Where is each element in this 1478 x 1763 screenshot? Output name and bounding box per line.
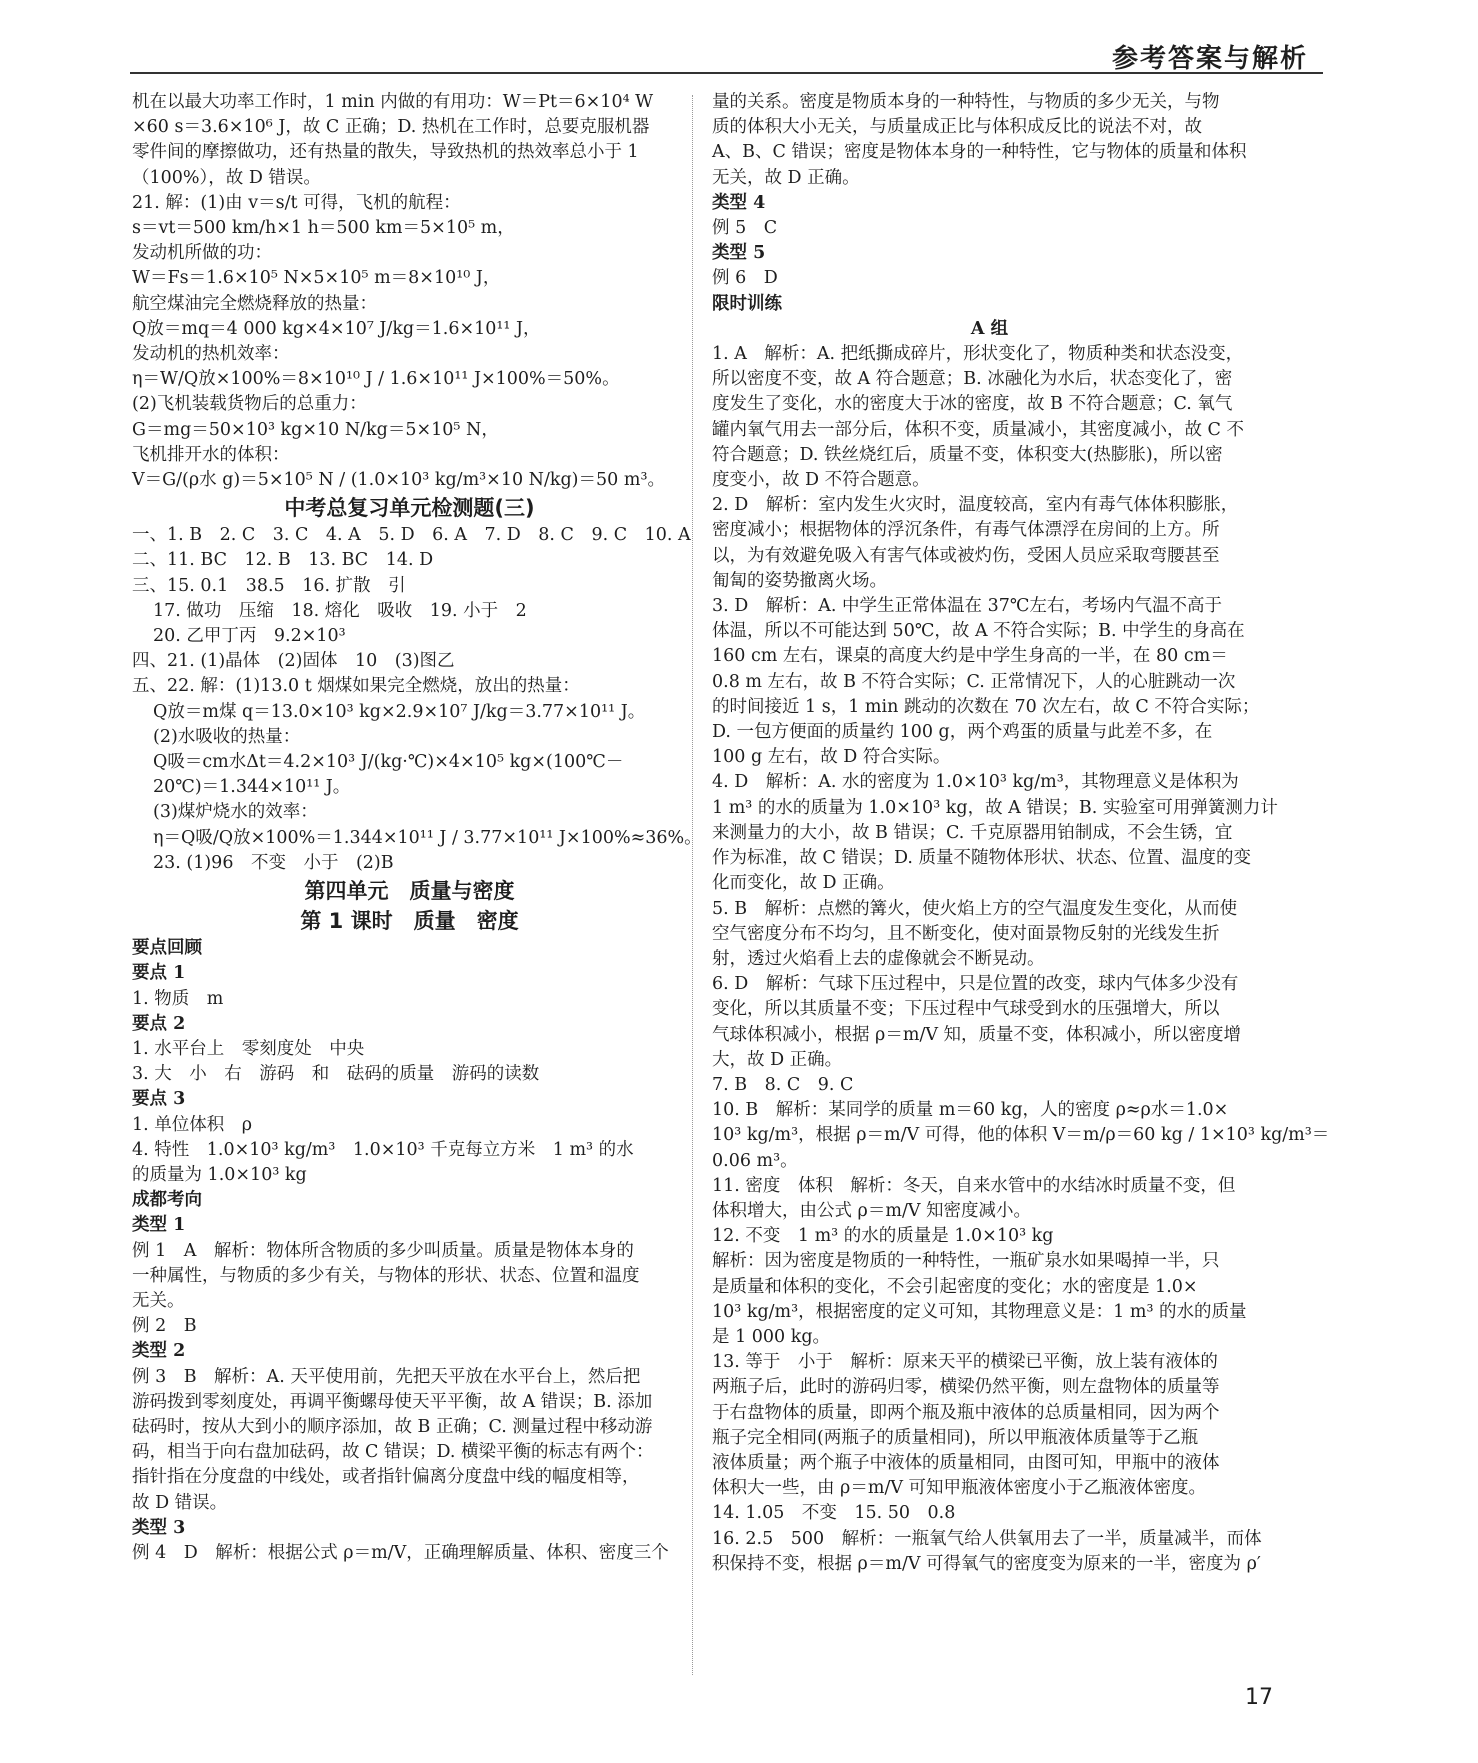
left-text-line: Q放＝m煤 q＝13.0×10³ kg×2.9×10⁷ J/kg＝3.77×10¹¹ J。	[153, 701, 646, 722]
right-text-line: 5. B 解析：点燃的篝火，使火焰上方的空气温度发生变化，从而使	[712, 898, 1238, 919]
left-text-line: 五、22. 解：(1)13.0 t 烟煤如果完全燃烧，放出的热量：	[132, 676, 580, 697]
left-text-line: η＝W/Q放×100%＝8×10¹⁰ J / 1.6×10¹¹ J×100%＝50%。	[132, 369, 620, 390]
left-text-line: 一、1. B 2. C 3. C 4. A 5. D 6. A 7. D 8. C 9. C 10. A	[132, 525, 691, 546]
right-text-line: 10. B 解析：某同学的质量 m＝60 kg，人的密度 ρ≈ρ水＝1.0×	[712, 1100, 1229, 1121]
right-text-line: 气球体积减小，根据 ρ＝m/V 知，质量不变，体积减小，所以密度增	[712, 1024, 1242, 1045]
right-text-line: 10³ kg/m³，根据密度的定义可知，其物理意义是：1 m³ 的水的质量	[712, 1301, 1247, 1322]
right-text-line: 作为标准，故 C 错误；D. 质量不随物体形状、状态、位置、温度的变	[712, 848, 1252, 869]
right-text-line: 于右盘物体的质量，即两个瓶及瓶中液体的总质量相同，因为两个	[712, 1402, 1220, 1423]
left-text-line: 第 1 课时 质量 密度	[300, 909, 519, 934]
right-text-line: 限时训练	[712, 293, 782, 314]
left-text-line: 三、15. 0.1 38.5 16. 扩散 引	[132, 575, 406, 596]
left-text-line: 20℃)＝1.344×10¹¹ J。	[153, 777, 351, 798]
right-text-line: 射，透过火焰看上去的虚像就会不断晃动。	[712, 948, 1045, 969]
right-text-line: 化而变化，故 D 正确。	[712, 873, 895, 894]
left-text-line: 1. 单位体积 ρ	[132, 1114, 253, 1135]
left-text-line: 3. 大 小 右 游码 和 砝码的质量 游码的读数	[132, 1064, 540, 1085]
left-text-line: 成都考向	[132, 1190, 202, 1211]
right-text-line: 6. D 解析：气球下压过程中，只是位置的改变，球内气体多少没有	[712, 974, 1239, 995]
right-text-line: 度变小，故 D 不符合题意。	[712, 470, 930, 491]
right-text-line: 无关，故 D 正确。	[712, 167, 860, 188]
right-text-line: 液体质量；两个瓶子中液体的质量相同，由图可知，甲瓶中的液体	[712, 1452, 1220, 1473]
left-text-line: W＝Fs＝1.6×10⁵ N×5×10⁵ m＝8×10¹⁰ J，	[132, 268, 501, 289]
right-text-line: 1 m³ 的水的质量为 1.0×10³ kg，故 A 错误；B. 实验室可用弹簧测力计	[712, 797, 1278, 818]
right-text-line: 符合题意；D. 铁丝烧红后，质量不变，体积变大(热膨胀)，所以密	[712, 444, 1223, 465]
left-text-line: 无关。	[132, 1290, 185, 1311]
right-text-line: 11. 密度 体积 解析：冬天，自来水管中的水结冰时质量不变，但	[712, 1175, 1236, 1196]
right-text-line: 3. D 解析：A. 中学生正常体温在 37℃左右，考场内气温不高于	[712, 596, 1222, 617]
right-text-line: 是 1 000 kg。	[712, 1326, 831, 1347]
right-text-line: 体温，所以不可能达到 50℃，故 A 不符合实际；B. 中学生的身高在	[712, 621, 1245, 642]
left-text-line: 例 3 B 解析：A. 天平使用前，先把天平放在水平台上，然后把	[132, 1366, 641, 1387]
right-text-line: 12. 不变 1 m³ 的水的质量是 1.0×10³ kg	[712, 1226, 1054, 1247]
left-text-line: 四、21. (1)晶体 (2)固体 10 (3)图乙	[132, 651, 455, 672]
left-text-line: 类型 2	[132, 1341, 186, 1362]
left-text-line: 飞机排开水的体积：	[132, 444, 290, 465]
right-text-line: 瓶子完全相同(两瓶子的质量相同)，所以甲瓶液体质量等于乙瓶	[712, 1427, 1199, 1448]
right-text-line: 所以密度不变，故 A 符合题意；B. 冰融化为水后，状态变化了，密	[712, 369, 1233, 390]
left-text-line: 中考总复习单元检测题(三)	[284, 496, 535, 521]
right-text-line: 7. B 8. C 9. C	[712, 1074, 854, 1095]
left-column	[132, 90, 702, 1566]
right-text-line: 量的关系。密度是物质本身的一种特性，与物质的多少无关，与物	[712, 92, 1220, 112]
right-text-line: 体积大一些，由 ρ＝m/V 可知甲瓶液体密度小于乙瓶液体密度。	[712, 1478, 1207, 1499]
left-text-line: 一种属性，与物质的多少有关，与物体的形状、状态、位置和温度	[132, 1265, 640, 1286]
left-text-line: 23. (1)96 不变 小于 (2)B	[153, 852, 394, 873]
left-text-line: V＝G/(ρ水 g)＝5×10⁵ N / (1.0×10³ kg/m³×10 N/kg)＝50 m³。	[132, 470, 665, 491]
left-text-line: 发动机所做的功：	[132, 243, 272, 264]
right-text-line: 解析：因为密度是物质的一种特性，一瓶矿泉水如果喝掉一半，只	[712, 1251, 1220, 1272]
right-text-line: 变化，所以其质量不变；下压过程中气球受到水的压强增大，所以	[712, 999, 1220, 1020]
right-text-line: 以，为有效避免吸入有害气体或被灼伤，受困人员应采取弯腰甚至	[712, 545, 1220, 566]
left-text-line: ×60 s＝3.6×10⁶ J，故 C 正确；D. 热机在工作时，总要克服机器	[132, 117, 650, 138]
left-text-line: 17. 做功 压缩 18. 熔化 吸收 19. 小于 2	[153, 600, 527, 621]
right-text-line: 质的体积大小无关，与质量成正比与体积成反比的说法不对，故	[712, 117, 1202, 138]
left-text-line: 4. 特性 1.0×10³ kg/m³ 1.0×10³ 千克每立方米 1 m³ 的水	[132, 1139, 634, 1160]
page-header-title: 参考答案与解析	[1111, 44, 1308, 74]
right-text-line: 大，故 D 正确。	[712, 1049, 843, 1070]
right-text-line: 10³ kg/m³，根据 ρ＝m/V 可得，他的体积 V＝m/ρ＝60 kg / 1×10³ kg/m³＝	[712, 1125, 1330, 1146]
left-text-line: 航空煤油完全燃烧释放的热量：	[132, 293, 377, 314]
right-text-line: 两瓶子后，此时的游码归零，横梁仍然平衡，则左盘物体的质量等	[712, 1377, 1220, 1398]
right-text-line: 例 6 D	[712, 268, 778, 289]
left-text-line: 发动机的热机效率：	[132, 344, 290, 365]
right-text-line: 的时间接近 1 s，1 min 跳动的次数在 70 次左右，故 C 不符合实际；	[712, 696, 1260, 717]
right-column	[712, 90, 1330, 1577]
left-text-line: 第四单元 质量与密度	[304, 879, 515, 904]
right-text-line: 罐内氧气用去一部分后，体积不变，质量减小，其密度减小，故 C 不	[712, 419, 1245, 440]
left-text-line: 例 1 A 解析：物体所含物质的多少叫质量。质量是物体本身的	[132, 1240, 634, 1261]
right-text-line: 类型 4	[712, 192, 766, 213]
left-text-line: Q吸＝cm水Δt＝4.2×10³ J/(kg·℃)×4×10⁵ kg×(100℃－	[153, 752, 624, 773]
left-text-line: 指针指在分度盘的中线处，或者指针偏离分度盘中线的幅度相等，	[132, 1467, 640, 1488]
left-text-line: 21. 解：(1)由 v＝s/t 可得，飞机的航程：	[132, 192, 461, 213]
right-text-line: 体积增大，由公式 ρ＝m/V 知密度减小。	[712, 1200, 1032, 1221]
left-text-line: 零件间的摩擦做功，还有热量的散失，导致热机的热效率总小于 1	[132, 142, 639, 163]
left-text-line: 故 D 错误。	[132, 1492, 228, 1513]
left-text-line: 类型 1	[132, 1215, 186, 1236]
left-text-line: η＝Q吸/Q放×100%＝1.344×10¹¹ J / 3.77×10¹¹ J×100%≈36%。	[153, 827, 702, 848]
left-text-line: 码，相当于向右盘加砝码，故 C 错误；D. 横梁平衡的标志有两个：	[132, 1442, 654, 1463]
left-text-line: (2)水吸收的热量：	[153, 726, 301, 747]
right-text-line: 是质量和体积的变化，不会引起密度的变化；水的密度是 1.0×	[712, 1276, 1198, 1297]
left-text-line: s＝vt＝500 km/h×1 h＝500 km＝5×10⁵ m，	[132, 218, 515, 239]
left-text-line: 游码拨到零刻度处，再调平衡螺母使天平平衡，故 A 错误；B. 添加	[132, 1391, 653, 1412]
left-text-line: 1. 水平台上 零刻度处 中央	[132, 1038, 365, 1059]
left-text-line: G＝mg＝50×10³ kg×10 N/kg＝5×10⁵ N，	[132, 419, 499, 440]
left-text-line: 的质量为 1.0×10³ kg	[132, 1164, 307, 1185]
column-divider	[692, 95, 693, 1675]
right-text-line: 2. D 解析：室内发生火灾时，温度较高，室内有毒气体体积膨胀，	[712, 495, 1239, 516]
right-text-line: 100 g 左右，故 D 符合实际。	[712, 747, 951, 768]
right-text-line: 0.8 m 左右，故 B 不符合实际；C. 正常情况下，人的心脏跳动一次	[712, 671, 1236, 692]
right-text-line: 160 cm 左右，课桌的高度大约是中学生身高的一半，在 80 cm＝	[712, 646, 1228, 667]
right-text-line: 空气密度分布不均匀，且不断变化，使对面景物反射的光线发生折	[712, 923, 1220, 944]
left-text-line: Q放＝mq＝4 000 kg×4×10⁷ J/kg＝1.6×10¹¹ J，	[132, 318, 541, 339]
left-text-line: 20. 乙甲丁丙 9.2×10³	[153, 626, 346, 647]
left-text-line: (3)煤炉烧水的效率：	[153, 802, 318, 823]
right-text-line: 密度减小；根据物体的浮沉条件，有毒气体漂浮在房间的上方。所	[712, 520, 1220, 541]
right-text-line: 4. D 解析：A. 水的密度为 1.0×10³ kg/m³，其物理意义是体积为	[712, 772, 1239, 793]
left-text-line: 例 2 B	[132, 1316, 197, 1337]
right-text-line: 来测量力的大小，故 B 错误；C. 千克原器用铂制成，不会生锈，宜	[712, 822, 1233, 843]
left-text-line: 要点回顾	[132, 938, 202, 959]
left-text-line: 要点 3	[132, 1089, 186, 1110]
left-text-line: 要点 1	[132, 963, 186, 984]
right-text-line: 积保持不变，根据 ρ＝m/V 可得氧气的密度变为原来的一半，密度为 ρ′	[712, 1553, 1261, 1574]
right-text-line: 匍匐的姿势撤离火场。	[712, 570, 887, 591]
right-text-line: 类型 5	[712, 243, 766, 264]
right-text-line: 例 5 C	[712, 218, 778, 239]
left-text-line: 例 4 D 解析：根据公式 ρ＝m/V，正确理解质量、体积、密度三个	[132, 1542, 669, 1563]
left-text-line: 砝码时，按从大到小的顺序添加，故 B 正确；C. 测量过程中移动游	[132, 1416, 653, 1437]
right-text-line: 度发生了变化，水的密度大于冰的密度，故 B 不符合题意；C. 氧气	[712, 394, 1233, 415]
left-text-line: 机在以最大功率工作时，1 min 内做的有用功：W＝Pt＝6×10⁴ W	[132, 92, 654, 112]
right-text-line: 14. 1.05 不变 15. 50 0.8	[712, 1503, 956, 1524]
left-text-line: 二、11. BC 12. B 13. BC 14. D	[132, 550, 434, 571]
left-text-line: 1. 物质 m	[132, 988, 224, 1009]
left-text-line: (2)飞机装载货物后的总重力：	[132, 394, 367, 415]
right-text-line: D. 一包方便面的质量约 100 g，两个鸡蛋的质量与此差不多，在	[712, 722, 1213, 743]
left-text-line: 类型 3	[132, 1517, 186, 1538]
right-text-line: 13. 等于 小于 解析：原来天平的横梁已平衡，放上装有液体的	[712, 1352, 1218, 1373]
right-text-line: A 组	[970, 318, 1009, 339]
left-text-line: （100%），故 D 错误。	[132, 167, 321, 188]
page-number: 17	[1245, 1685, 1273, 1710]
right-text-line: A、B、C 错误；密度是物体本身的一种特性，它与物体的质量和体积	[712, 142, 1247, 163]
right-text-line: 16. 2.5 500 解析：一瓶氧气给人供氧用去了一半，质量减半，而体	[712, 1528, 1262, 1549]
left-text-line: 要点 2	[132, 1013, 186, 1034]
right-text-line: 1. A 解析：A. 把纸撕成碎片，形状变化了，物质种类和状态没变，	[712, 344, 1244, 365]
header-rule	[130, 72, 1323, 74]
right-text-line: 0.06 m³。	[712, 1150, 798, 1171]
